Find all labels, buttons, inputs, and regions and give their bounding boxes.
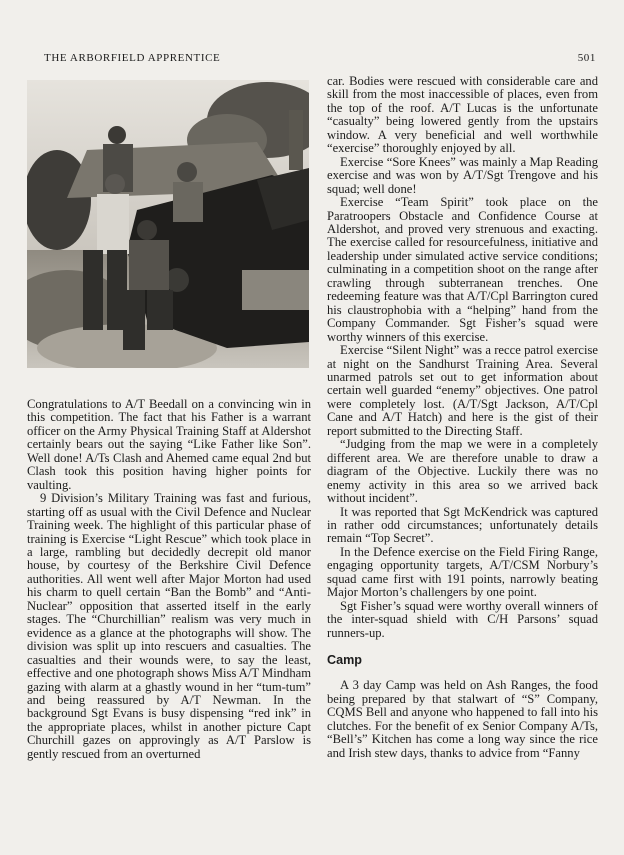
photo-illustration [27, 80, 309, 368]
paragraph: Exercise “Sore Knees” was mainly a Map Reading exercise and was won by A/T/Sgt Trengove and his squad; well done! [327, 154, 598, 196]
photograph-rescue-exercise [27, 80, 309, 368]
paragraph: Exercise “Silent Night” was a recce patrol exercise at night on the Sandhurst Training Area. Several unarmed patrols set out to get information about certain well guarded “enemy” objectives. One patrol were completely lost. (A/T/Sgt Jackson, A/T/Cpl Cane and A/T Hatch) and here is the gist of their report submitted to the Directing Staff. [327, 343, 598, 438]
section-heading-camp: Camp [327, 653, 362, 668]
paragraph: In the Defence exercise on the Field Firing Range, engaging opportunity targets, A/T/CSM Norbury’s squad came first with 191 points, narrowly beating Major Morton’s challengers by one point. [327, 544, 598, 600]
page-number: 501 [577, 52, 596, 64]
left-column [27, 398, 311, 761]
right-column [327, 75, 598, 760]
paragraph: car. Bodies were rescued with considerable care and skill from the most inaccessible of places, even from the top of the roof. A/T Lucas is the unfortunate “casualty” being lowered gently from the upstairs window. A very beneficial and well worthwhile “exercise” thoroughly enjoyed by all. [327, 74, 598, 156]
paragraph: 9 Division’s Military Training was fast and furious, starting off as usual with the Civil Defence and Nuclear Training week. The highlight of this particular phase of training is Exercise “Light Rescue” which took place in a large, rambling but decidedly decrepit old manor house, by courtesy of the Berkshire Civil Defence authorities. All went well after Major Morton had used his charm to quell certain “Ban the Bomb” and “Anti-Nuclear” opposition that asserted itself in the early stages. The “Churchillian” realism was very much in evidence as a glance at the photographs will show. The division was split up into rescuers and casualties. The casualties and their wounds were, to say the least, effective and one photograph shows Miss A/T Mindham gazing with alarm at a ghastly wound in her “tum-tum” and being reassured by A/T Newman. In the background Sgt Evans is busy dispensing “red ink” in the appropriate places, whilst in another picture Capt Churchill gazes on approvingly as A/T Parslow is gently rescued from an overturned [27, 491, 311, 761]
paragraph: “Judging from the map we were in a completely different area. We are therefore unable to draw a diagram of the Objective. Luckily there was no enemy activity in this area so we arrived back without incident”. [327, 437, 598, 506]
running-title: THE ARBORFIELD APPRENTICE [44, 52, 221, 64]
paragraph: A 3 day Camp was held on Ash Ranges, the food being prepared by that stalwart of “S” Company, CQMS Bell and anyone who happened to fall into his clutches. For the benefit of ex Senior Company A/Ts, “Bell’s” Kitchen has come a long way since the rice and Irish stew days, thanks to advice from “Fanny [327, 678, 598, 760]
paragraph: Sgt Fisher’s squad were worthy overall winners of the inter-squad shield with C/H Parsons’ squad runners-up. [327, 598, 598, 640]
paragraph: It was reported that Sgt McKendrick was captured in rather odd circumstances; unfortunately details remain “Top Secret”. [327, 504, 598, 546]
paragraph: Congratulations to A/T Beedall on a convincing win in this competition. The fact that his Father is a warrant officer on the Army Physical Training Staff at Aldershot certainly bears out the saying “Like Father like Son”. Well done! A/Ts Clash and Ahemed came equal 2nd but Clash took this position having higher points for vaulting. [27, 397, 311, 492]
paragraph: Exercise “Team Spirit” took place on the Paratroopers Obstacle and Confidence Course at Aldershot, and proved very strenuous and exacting. The exercise called for resourcefulness, initiative and leadership under simulated active service conditions; culminating in a competition shoot on the range after crawling through subterranean trenches. One redeeming feature was that A/T/Cpl Barrington cured his claustrophobia with a “helping” hand from the Company Commander. Sgt Fisher’s squad were worthy winners of this exercise. [327, 195, 598, 344]
